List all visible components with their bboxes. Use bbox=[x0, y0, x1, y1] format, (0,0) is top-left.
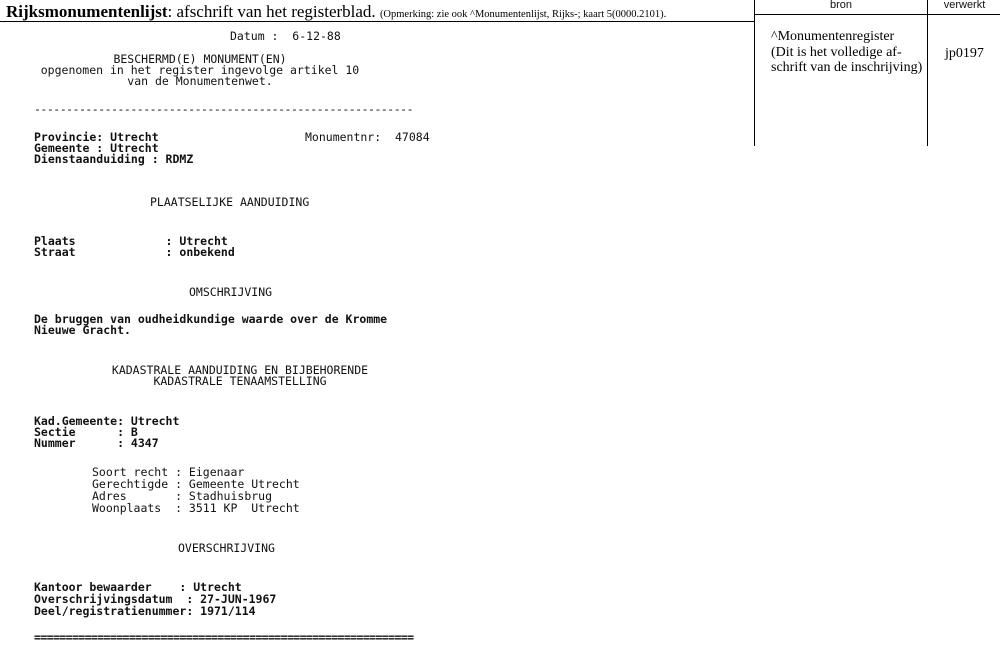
section-heading: PLAATSELIJKE AANDUIDING bbox=[150, 195, 310, 209]
side-table bbox=[754, 0, 1000, 146]
woonplaats-line: Woonplaats : 3511 KP Utrecht bbox=[92, 501, 300, 515]
datum-line: Datum : 6-12-88 bbox=[230, 29, 341, 43]
provincie-line: Provincie: Utrecht bbox=[34, 130, 159, 144]
bron-line: (Dit is het volledige af- bbox=[771, 44, 902, 60]
omschrijving-line: Nieuwe Gracht. bbox=[34, 323, 131, 337]
kad-gemeente-line: Kad.Gemeente: Utrecht bbox=[34, 414, 180, 428]
bron-line: ^Monumentenregister bbox=[771, 29, 895, 44]
title-bold: Rijksmonumentenlijst bbox=[6, 2, 168, 21]
section-heading: OMSCHRIJVING bbox=[189, 285, 273, 299]
soort-recht-line: Soort recht : Eigenaar bbox=[92, 465, 245, 479]
nummer-line: Nummer : 4347 bbox=[34, 436, 159, 450]
overschrijvingsdatum-line: Overschrijvingsdatum : 27-JUN-1967 bbox=[34, 592, 277, 606]
gerechtigde-line: Gerechtigde : Gemeente Utrecht bbox=[92, 477, 300, 491]
section-heading: KADASTRALE TENAAMSTELLING bbox=[153, 374, 327, 388]
section-heading: KADASTRALE AANDUIDING EN BIJBEHORENDE bbox=[111, 363, 369, 377]
bron-line: schrift van de inschrijving) bbox=[771, 60, 923, 75]
section-heading: OVERSCHRIJVING bbox=[178, 541, 275, 555]
double-rule: ============================================================ bbox=[34, 630, 414, 644]
straat-line: Straat : onbekend bbox=[34, 245, 235, 259]
omschrijving-line: De bruggen van oudheidkundige waarde over de Kromme bbox=[34, 312, 388, 326]
deel-line: Deel/registratienummer: 1971/114 bbox=[34, 604, 256, 618]
doc-title-line: van de Monumentenwet. bbox=[127, 74, 273, 88]
bron-cell bbox=[771, 29, 941, 76]
kantoor-line: Kantoor bewaarder : Utrecht bbox=[34, 580, 242, 594]
side-table-header bbox=[755, 0, 1000, 15]
doc-title-line: BESCHERMD(E) MONUMENT(EN) bbox=[113, 52, 287, 66]
sectie-line: Sectie : B bbox=[34, 425, 138, 439]
dienstaanduiding-line: Dienstaanduiding : RDMZ bbox=[34, 152, 194, 166]
dashed-rule: ----------------------------------------------------------- bbox=[34, 102, 413, 116]
monumentnr-line: Monumentnr: 47084 bbox=[305, 130, 430, 144]
col-verwerkt-header: verwerkt bbox=[943, 0, 986, 11]
title-note: (Opmerking: zie ook ^Monumentenlijst, Rijks-; kaart 5(0000.2101). bbox=[379, 9, 667, 20]
doc-title-line: opgenomen in het register ingevolge artikel 10 bbox=[40, 63, 360, 77]
col-bron-header: bron bbox=[829, 0, 853, 11]
header-rule bbox=[0, 21, 755, 22]
plaats-line: Plaats : Utrecht bbox=[34, 234, 228, 248]
gemeente-line: Gemeente : Utrecht bbox=[34, 141, 159, 155]
adres-line: Adres : Stadhuisbrug bbox=[92, 489, 273, 503]
title-rest: : afschrift van het registerblad. bbox=[167, 2, 376, 21]
verwerkt-cell: jp0197 bbox=[945, 46, 984, 61]
